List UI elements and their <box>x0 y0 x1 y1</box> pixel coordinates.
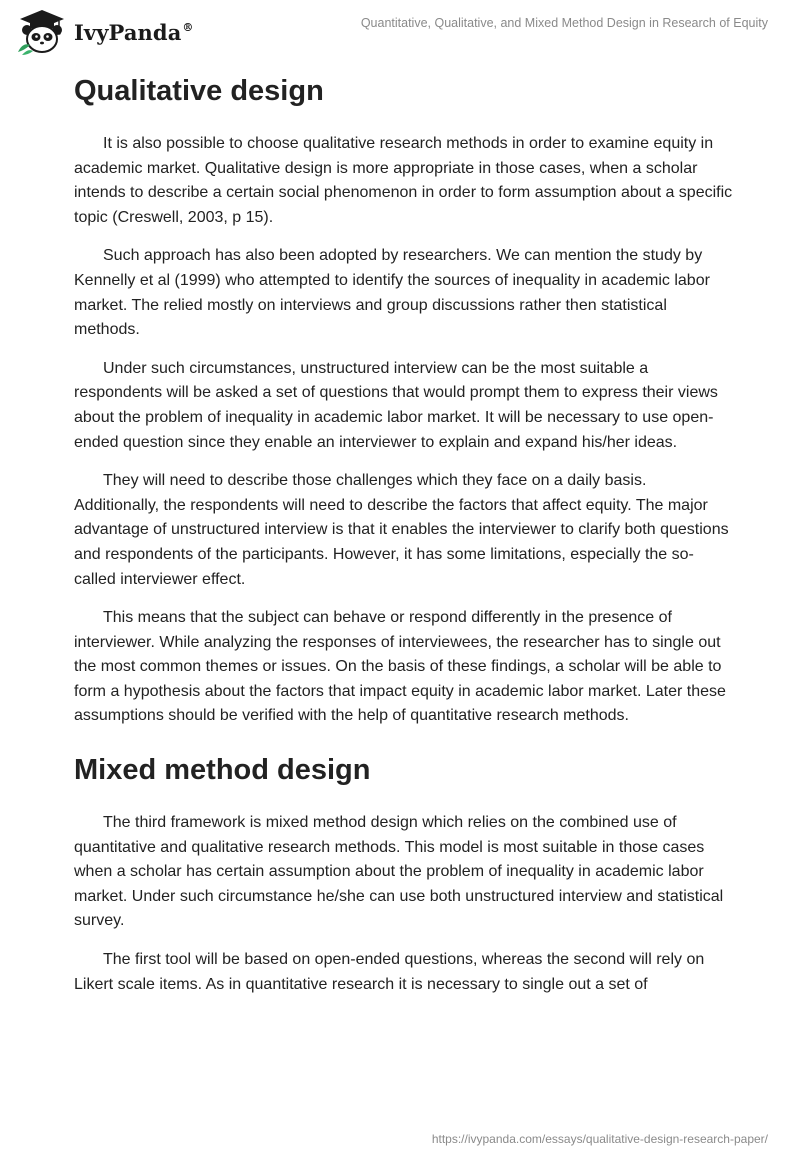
logo-name: IvyPanda <box>74 19 182 45</box>
essay-content <box>74 70 734 1011</box>
registered-mark: ® <box>182 20 194 34</box>
panda-graduation-cap-icon <box>14 8 70 56</box>
paragraph: Under such circumstances, unstructured interview can be the most suitable a respondents will be asked a set of questions that would prompt them to express their views about the problem of inequality in academic labor market. It will be necessary to use open-ended question since they enable an interviewer to explain and expand his/her ideas. <box>74 359 718 451</box>
paragraph: It is also possible to choose qualitative research methods in order to examine equity in academic market. Qualitative design is more appropriate in those cases, when a scholar intends to describe a certain social phenomenon in order to form assumption about a specific topic (Creswell, 2003, p 15). <box>74 135 733 226</box>
section-qualitative-design <box>74 70 734 729</box>
running-title: Quantitative, Qualitative, and Mixed Method Design in Research of Equity <box>360 16 768 30</box>
source-url[interactable]: https://ivypanda.com/essays/qualitative-design-research-paper/ <box>431 1132 768 1146</box>
logo-wordmark <box>74 20 194 45</box>
section-mixed-method-design <box>74 749 734 997</box>
paragraph: Such approach has also been adopted by researchers. We can mention the study by Kennelly et al (1999) who attempted to identify the sources of inequality in academic labor market. The relied mostly on interviews and group discussions rather then statistical methods. <box>74 247 710 339</box>
page-header <box>0 0 800 62</box>
section-heading: Qualitative design <box>74 75 324 107</box>
paragraph: The third framework is mixed method design which relies on the combined use of quantitative and qualitative research methods. This model is most suitable in those cases when a scholar has certain assumption about the problem of inequality in academic labor market. Under such circumstance he/she can use both unstructured interview and statistical survey. <box>74 814 724 930</box>
ivypanda-logo[interactable] <box>14 8 194 56</box>
section-heading: Mixed method design <box>74 754 371 787</box>
paragraph: This means that the subject can behave or respond differently in the presence of interviewer. While analyzing the responses of interviewees, the researcher has to single out the most common themes or issues. On the basis of these findings, a scholar will be able to form a hypothesis about the factors that impact equity in academic labor market. Later these assumptions should be verified with the help of quantitative research methods. <box>74 609 726 725</box>
paragraph: The first tool will be based on open-ended questions, whereas the second will rely on Likert scale items. As in quantitative research it is necessary to single out a set of <box>74 951 705 993</box>
paragraph: They will need to describe those challenges which they face on a daily basis. Additionally, the respondents will need to describe the factors that affect equity. The major advantage of unstructured interview is that it enables the interviewer to clarify both questions and respondents of the participants. However, it has some limitations, especially the so-called interviewer effect. <box>74 472 729 588</box>
